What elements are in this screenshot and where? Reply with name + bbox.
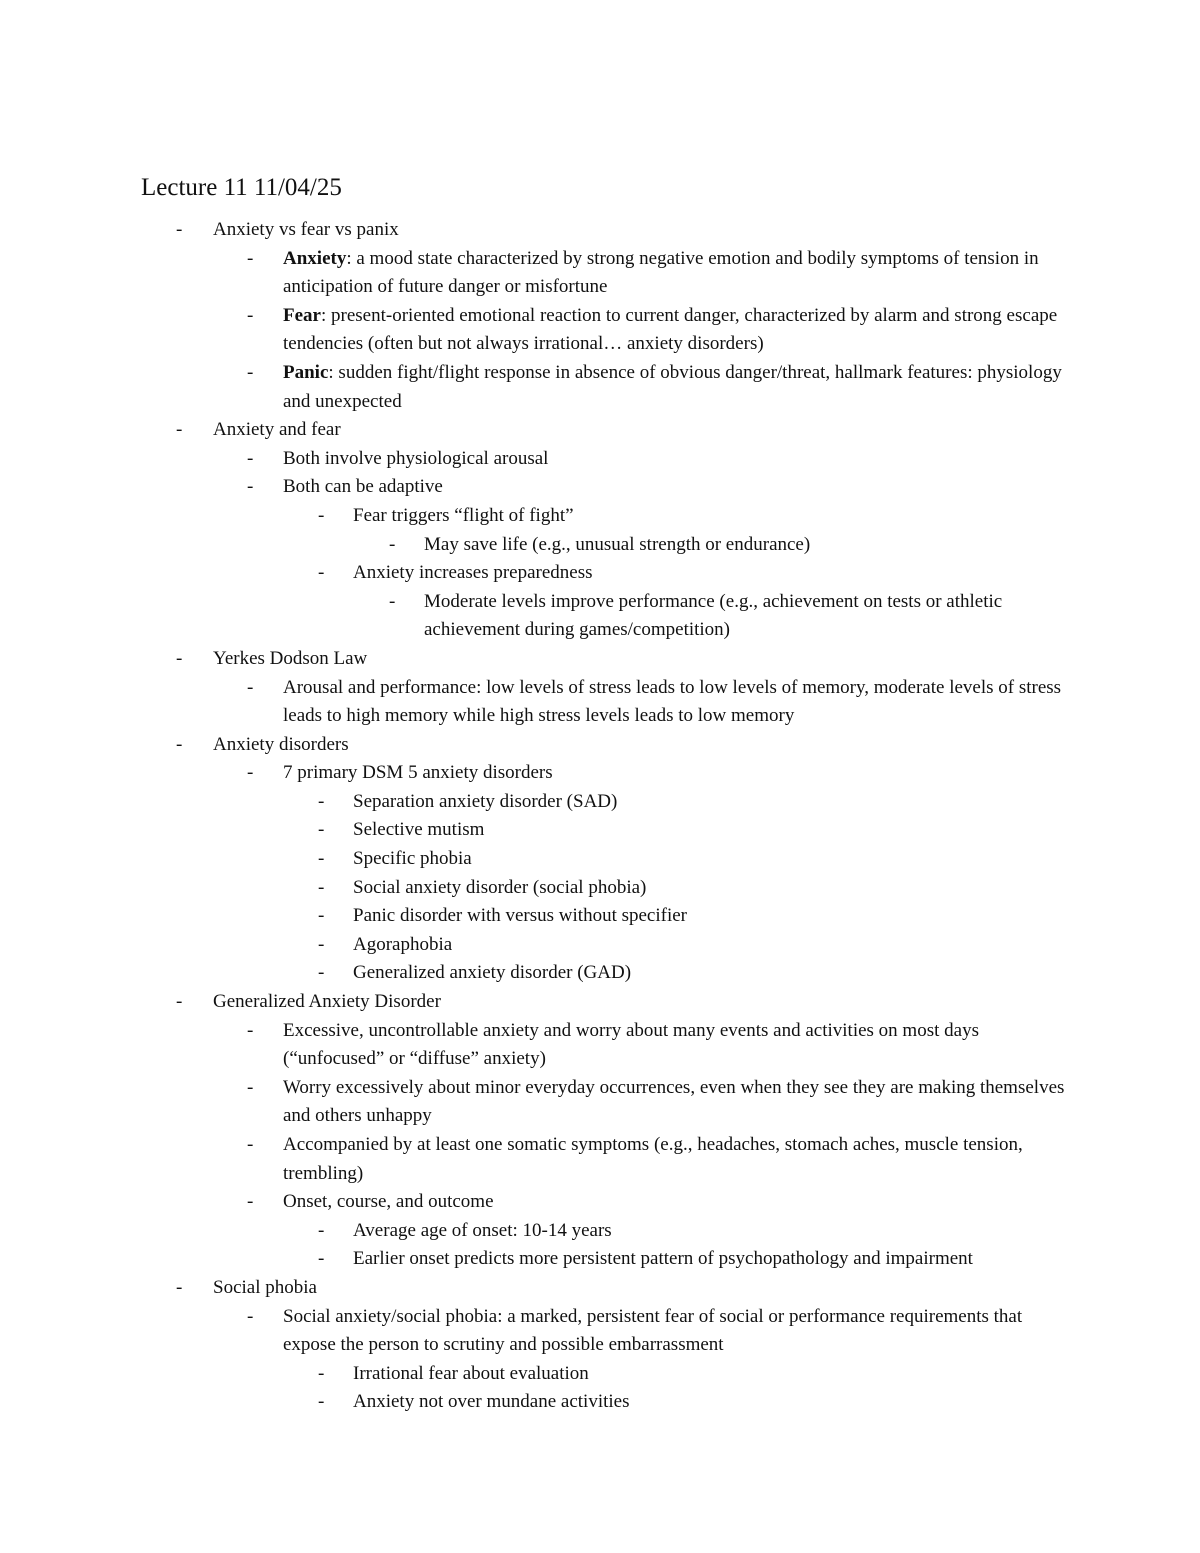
item-text: Onset, course, and outcome bbox=[283, 1191, 494, 1213]
bullet-dash: - bbox=[318, 790, 325, 812]
bullet-dash: - bbox=[247, 361, 254, 383]
bullet-dash: - bbox=[176, 733, 183, 755]
list-item bbox=[0, 845, 1073, 874]
list-item bbox=[0, 588, 1074, 645]
lecture-notes bbox=[0, 216, 1200, 1417]
bullet-dash: - bbox=[389, 590, 396, 612]
list-item bbox=[0, 1074, 1073, 1131]
list-item bbox=[0, 1217, 1073, 1246]
item-text: Anxiety vs fear vs panix bbox=[213, 219, 399, 240]
list-item bbox=[0, 245, 1073, 302]
bullet-dash: - bbox=[247, 1134, 254, 1155]
list-item bbox=[0, 731, 1073, 760]
bullet-dash: - bbox=[247, 676, 254, 698]
item-text: May save life (e.g., unusual strength or endurance) bbox=[424, 533, 811, 555]
list-item bbox=[0, 788, 1073, 817]
item-text: Both involve physiological arousal bbox=[283, 447, 549, 469]
bullet-dash: - bbox=[176, 1276, 183, 1298]
bullet-dash: - bbox=[318, 504, 325, 526]
bullet-dash: - bbox=[389, 533, 396, 555]
list-item bbox=[0, 1188, 1073, 1217]
list-item bbox=[0, 816, 1073, 845]
list-item bbox=[0, 931, 1073, 960]
item-text: Specific phobia bbox=[353, 848, 472, 870]
list-item bbox=[0, 216, 1073, 245]
list-item bbox=[0, 359, 1073, 416]
bullet-dash: - bbox=[318, 1248, 325, 1270]
item-text: Irrational fear about evaluation bbox=[353, 1362, 589, 1384]
item-text: Generalized anxiety disorder (GAD) bbox=[353, 962, 632, 984]
bullet-dash: - bbox=[318, 962, 325, 984]
bullet-dash: - bbox=[247, 1191, 254, 1213]
bullet-dash: - bbox=[318, 905, 325, 927]
bullet-dash: - bbox=[318, 1219, 325, 1241]
bullet-dash: - bbox=[318, 876, 325, 898]
list-item bbox=[0, 674, 1073, 731]
item-text: Agoraphobia bbox=[353, 933, 453, 955]
list-item bbox=[0, 1303, 1073, 1360]
list-item bbox=[0, 874, 1073, 903]
item-text: Social phobia bbox=[213, 1276, 317, 1298]
bullet-dash: - bbox=[247, 304, 254, 326]
list-item bbox=[0, 559, 1073, 588]
item-text: Social anxiety/social phobia: a marked, persistent fear of social or performance requirements that expose the person to scrutiny and possible embarrassment bbox=[283, 1305, 1023, 1356]
item-text: Earlier onset predicts more persistent pattern of psychopathology and impairment bbox=[353, 1248, 973, 1270]
item-text: Anxiety increases preparedness bbox=[353, 562, 593, 584]
definition-fear: : present-oriented emotional reaction to current danger, characterized by alarm and strong escape tendencies (often but not always irrational… anxiety disorders) bbox=[283, 304, 1058, 355]
list-item bbox=[0, 531, 1074, 560]
list-item bbox=[0, 759, 1073, 788]
item-text: Worry excessively about minor everyday occurrences, even when they see they are making themselves and others unhappy bbox=[283, 1076, 1065, 1127]
item-text: Panic disorder with versus without specifier bbox=[353, 905, 688, 927]
bullet-dash: - bbox=[318, 819, 325, 841]
list-item bbox=[0, 502, 1073, 531]
list-item bbox=[0, 445, 1073, 474]
item-text: Separation anxiety disorder (SAD) bbox=[353, 790, 618, 812]
bullet-dash: - bbox=[318, 562, 325, 584]
bullet-dash: - bbox=[247, 476, 254, 498]
item-text: 7 primary DSM 5 anxiety disorders bbox=[283, 762, 553, 784]
list-item bbox=[0, 959, 1073, 988]
item-text: Anxiety disorders bbox=[213, 733, 349, 755]
bullet-dash: - bbox=[318, 1391, 325, 1413]
bullet-dash: - bbox=[176, 219, 183, 240]
bullet-dash: - bbox=[318, 1362, 325, 1384]
bullet-dash: - bbox=[176, 991, 183, 1013]
list-item bbox=[0, 416, 1073, 445]
list-item bbox=[0, 302, 1073, 359]
list-item bbox=[0, 902, 1073, 931]
list-item bbox=[0, 1245, 1113, 1274]
bullet-dash: - bbox=[176, 647, 183, 669]
item-text: Fear triggers “flight of fight” bbox=[353, 504, 574, 526]
outline-list bbox=[0, 216, 1200, 1417]
term-anxiety: Anxiety bbox=[283, 247, 347, 269]
item-text: Anxiety and fear bbox=[213, 419, 341, 441]
item-text: Moderate levels improve performance (e.g., achievement on tests or athletic achievement during games/competition) bbox=[424, 590, 1003, 641]
bullet-dash: - bbox=[318, 848, 325, 870]
definition-panic: : sudden fight/flight response in absence of obvious danger/threat, hallmark features: physiology and unexpected bbox=[283, 361, 1062, 412]
item-text: Excessive, uncontrollable anxiety and worry about many events and activities on most days (“unfocused” or “diffuse” anxiety) bbox=[283, 1019, 979, 1070]
term-fear: Fear bbox=[283, 304, 321, 326]
definition-anxiety: : a mood state characterized by strong negative emotion and bodily symptoms of tension in anticipation of future danger or misfortune bbox=[283, 247, 1039, 298]
bullet-dash: - bbox=[318, 933, 325, 955]
bullet-dash: - bbox=[247, 1076, 254, 1098]
item-text: Social anxiety disorder (social phobia) bbox=[353, 876, 647, 898]
item-text: Average age of onset: 10-14 years bbox=[353, 1219, 612, 1241]
list-item bbox=[0, 1131, 1073, 1188]
list-item bbox=[0, 1274, 1073, 1303]
list-item bbox=[0, 1017, 1073, 1074]
item-text: Generalized Anxiety Disorder bbox=[213, 991, 441, 1013]
list-item bbox=[0, 1360, 1073, 1389]
bullet-dash: - bbox=[247, 762, 254, 784]
item-text: Anxiety not over mundane activities bbox=[353, 1391, 630, 1413]
bullet-dash: - bbox=[176, 419, 183, 441]
page-title: Lecture 11 11/04/25 bbox=[141, 174, 342, 201]
bullet-dash: - bbox=[247, 1305, 254, 1327]
list-item bbox=[0, 1388, 1073, 1417]
item-text: Yerkes Dodson Law bbox=[213, 647, 368, 669]
list-item bbox=[0, 473, 1073, 502]
bullet-dash: - bbox=[247, 247, 254, 269]
list-item bbox=[0, 988, 1073, 1017]
term-panic: Panic bbox=[283, 361, 329, 383]
item-text: Accompanied by at least one somatic symptoms (e.g., headaches, stomach aches, muscle tension, trembling) bbox=[283, 1134, 1023, 1184]
item-text: Both can be adaptive bbox=[283, 476, 443, 498]
item-text: Selective mutism bbox=[353, 819, 485, 841]
item-text: Arousal and performance: low levels of stress leads to low levels of memory, moderate levels of stress leads to high memory while high stress levels leads to low memory bbox=[283, 676, 1062, 727]
bullet-dash: - bbox=[247, 1019, 254, 1041]
list-item bbox=[0, 645, 1073, 674]
bullet-dash: - bbox=[247, 447, 254, 469]
